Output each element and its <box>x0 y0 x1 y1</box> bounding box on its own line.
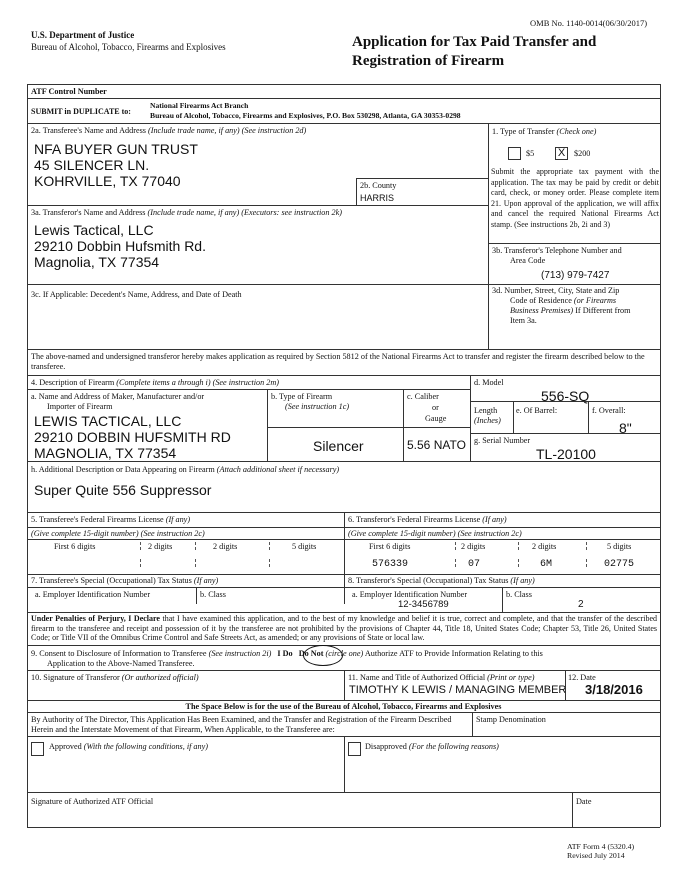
firearm-type-value: Silencer <box>313 438 364 454</box>
length-label: Length <box>474 406 498 415</box>
submit-address: Bureau of Alcohol, Tobacco, Firearms and Explosives, P.O. Box 530298, Atlanta, GA 30353-0298 <box>150 111 461 120</box>
transferee-name: NFA BUYER GUN TRUST <box>34 141 198 157</box>
transferor-phone-label: 3b. Transferor's Telephone Number and <box>492 246 622 255</box>
transferee-ffl-col-3: 2 digits <box>213 542 238 551</box>
consent-disclosure-line2: Application to the Above-Named Transferee. <box>47 659 195 668</box>
transferor-ffl-first6: 576339 <box>372 559 409 570</box>
transfer-type-label: 1. Type of Transfer (Check one) <box>492 127 597 136</box>
transferor-ffl-2b: 6M <box>540 559 553 570</box>
transferor-name: Lewis Tactical, LLC <box>34 222 154 238</box>
transfer-5-label: $5 <box>526 149 535 158</box>
serial-number-value: TL-20100 <box>536 446 596 462</box>
form-revision: Revised July 2014 <box>567 851 625 860</box>
form-title-line2: Registration of Firearm <box>352 53 505 69</box>
bureau-use-header: The Space Below is for the use of the Bureau of Alcohol, Tobacco, Firearms and Explosives <box>185 702 502 711</box>
transferor-phone-value: (713) 979-7427 <box>541 270 610 281</box>
transferee-ffl-col-4: 5 digits <box>292 542 317 551</box>
county-label: 2b. County <box>360 181 397 190</box>
transferor-ffl-col-2: 2 digits <box>461 542 486 551</box>
transferor-ein-value: 12-3456789 <box>398 599 449 610</box>
transferee-ffl-label: 5. Transferee's Federal Firearms License (If any) <box>31 515 191 524</box>
authority-statement: By Authority of The Director, This Application Has Been Examined, and the Transfer and Registration of the Firearm Described Herein and the Interstate Movement of that Firearm, When Applicable, to the Transferee are: <box>31 715 452 734</box>
residence-label-2: Code of Residence (or Firearms <box>510 296 617 305</box>
caliber-value: 5.56 NATO <box>407 438 466 452</box>
date-value: 3/18/2016 <box>585 682 643 697</box>
official-name-value: TIMOTHY K LEWIS / MANAGING MEMBER <box>349 684 567 696</box>
omb-number: OMB No. 1140-0014(06/30/2017) <box>530 18 648 28</box>
form-left-border <box>27 84 28 827</box>
transferor-signature-label: 10. Signature of Transferor (Or authorized official) <box>31 673 199 682</box>
transferor-class-value: 2 <box>578 599 584 610</box>
residence-label-4: Item 3a. <box>510 316 537 325</box>
county-value: HARRIS <box>360 193 395 203</box>
transfer-5-checkbox[interactable] <box>508 147 521 160</box>
firearm-type-instruction: (See instruction 1c) <box>285 402 350 411</box>
caliber-label: c. Caliber <box>407 392 439 401</box>
transferor-ffl-col-3: 2 digits <box>532 542 557 551</box>
approved-label: Approved (With the following conditions, if any) <box>49 742 208 751</box>
transferor-ffl-5: 02775 <box>604 559 635 570</box>
transferee-ffl-col-2: 2 digits <box>148 542 173 551</box>
firearm-type-label: b. Type of Firearm <box>271 392 333 401</box>
submit-label: SUBMIT in DUPLICATE to: <box>31 107 131 116</box>
transfer-200-checkbox[interactable]: X <box>555 147 568 160</box>
barrel-length-label: e. Of Barrel: <box>516 406 558 415</box>
stamp-denomination-label: Stamp Denomination <box>476 715 546 724</box>
consent-disclosure-line1: 9. Consent to Disclosure of Information to Transferee (See instruction 2i) I Do Do Not (circle one) Authorize ATF to Provide Information Relating to this <box>31 649 543 658</box>
maker-street: 29210 DOBBIN HUFSMITH RD <box>34 429 231 445</box>
form-title-line1: Application for Tax Paid Transfer and <box>352 34 597 50</box>
transfer-200-label: $200 <box>574 149 591 158</box>
inches-label: (Inches) <box>474 416 501 425</box>
decedent-label: 3c. If Applicable: Decedent's Name, Address, and Date of Death <box>31 290 242 299</box>
transferor-street: 29210 Dobbin Hufsmith Rd. <box>34 238 206 254</box>
transferee-ein-label: a. Employer Identification Number <box>35 590 151 599</box>
official-name-label: 11. Name and Title of Authorized Official (Print or type) <box>348 673 535 682</box>
transferor-class-label: b. Class <box>506 590 532 599</box>
transferor-ffl-col-1: First 6 digits <box>369 542 411 551</box>
approved-checkbox[interactable] <box>31 742 44 756</box>
tax-payment-instructions: Submit the appropriate tax payment with the application. The tax may be paid by credit or debit card, check, or money order. Please complete item 21. Upon approval of the application, we will affix and cancel the required National Firearms Act stamp. (See instructions 2b, 2i and 3) <box>491 167 659 229</box>
transferor-phone-label-2: Area Code <box>510 256 546 265</box>
maker-label-1: a. Name and Address of Maker, Manufacturer and/or <box>31 392 205 401</box>
transferee-class-label: b. Class <box>200 590 226 599</box>
overall-length-value: 8" <box>619 420 632 436</box>
submit-line1: National Firearms Act Branch <box>150 101 249 110</box>
additional-description-label: h. Additional Description or Data Appearing on Firearm (Attach additional sheet if necessary) <box>31 465 340 474</box>
residence-label-1: 3d. Number, Street, City, State and Zip <box>492 286 620 295</box>
atf-date-label: Date <box>576 797 592 806</box>
date-label: 12. Date <box>568 673 596 682</box>
transferor-ffl-col-4: 5 digits <box>607 542 632 551</box>
transferor-city: Magnolia, TX 77354 <box>34 254 160 270</box>
atf-control-number-label: ATF Control Number <box>31 87 107 96</box>
form-right-border <box>660 84 661 827</box>
additional-description-value: Super Quite 556 Suppressor <box>34 482 212 498</box>
firearm-description-label: 4. Description of Firearm (Complete items a through i) (See instruction 2m) <box>31 378 280 387</box>
transferor-ffl-instruction: (Give complete 15-digit number) (See instruction 2c) <box>348 529 522 538</box>
transferor-label: 3a. Transferor's Name and Address (Include trade name, if any) (Executors: see instruction 2k) <box>31 208 342 217</box>
caliber-or-label: or <box>432 403 439 412</box>
i-do-circle-mark <box>303 645 343 666</box>
overall-length-label: f. Overall: <box>592 406 626 415</box>
atf-official-signature-label: Signature of Authorized ATF Official <box>31 797 154 806</box>
gauge-label: Gauge <box>425 414 447 423</box>
form-top-border <box>27 84 660 85</box>
residence-label-3: Business Premises) If Different from <box>510 306 631 315</box>
transferor-ffl-2a: 07 <box>468 559 481 570</box>
transferee-city: KOHRVILLE, TX 77040 <box>34 173 181 189</box>
transferee-ffl-instruction: (Give complete 15-digit number) (See instruction 2c) <box>31 529 205 538</box>
transferee-ffl-col-1: First 6 digits <box>54 542 96 551</box>
transferee-label: 2a. Transferee's Name and Address (Include trade name, if any) (See instruction 2d) <box>31 126 307 135</box>
department-name: U.S. Department of Justice <box>31 30 135 40</box>
maker-city: MAGNOLIA, TX 77354 <box>34 445 177 461</box>
transferor-ffl-label: 6. Transferor's Federal Firearms License (If any) <box>348 515 507 524</box>
maker-name: LEWIS TACTICAL, LLC <box>34 413 182 429</box>
maker-label-2: Importer of Firearm <box>47 402 113 411</box>
perjury-statement: Under Penalties of Perjury, I Declare that I have examined this application, and to the best of my knowledge and belief it is true, correct and complete, and that the transfer of the described firearm to the transferee and receipt and possession of it by the transferee are not prohibited by the provisions of Chapter 44, Title 18, United States Code; Chapter 53, Title 26, United States Code; or Title VII of the Omnibus Crime Control and Safe Streets Act, as amended; or any provisions of State or local law. <box>31 614 658 643</box>
model-label: d. Model <box>474 378 504 387</box>
transferor-ein-label: a. Employer Identification Number <box>352 590 468 599</box>
serial-number-label: g. Serial Number <box>474 436 531 445</box>
transferor-sot-label: 8. Transferor's Special (Occupational) Tax Status (If any) <box>348 576 535 585</box>
application-declaration: The above-named and undersigned transferor hereby makes application as required by Section 5812 of the National Firearms Act to transfer and register the firearm described below to the transferee. <box>31 352 645 371</box>
disapproved-checkbox[interactable] <box>348 742 361 756</box>
model-value: 556-SQ <box>541 388 590 404</box>
transferee-sot-label: 7. Transferee's Special (Occupational) Tax Status (If any) <box>31 576 219 585</box>
disapproved-label: Disapproved (For the following reasons) <box>365 742 499 751</box>
transferee-street: 45 SILENCER LN. <box>34 157 150 173</box>
form-number: ATF Form 4 (5320.4) <box>567 842 635 851</box>
bureau-name: Bureau of Alcohol, Tobacco, Firearms and Explosives <box>31 42 226 52</box>
